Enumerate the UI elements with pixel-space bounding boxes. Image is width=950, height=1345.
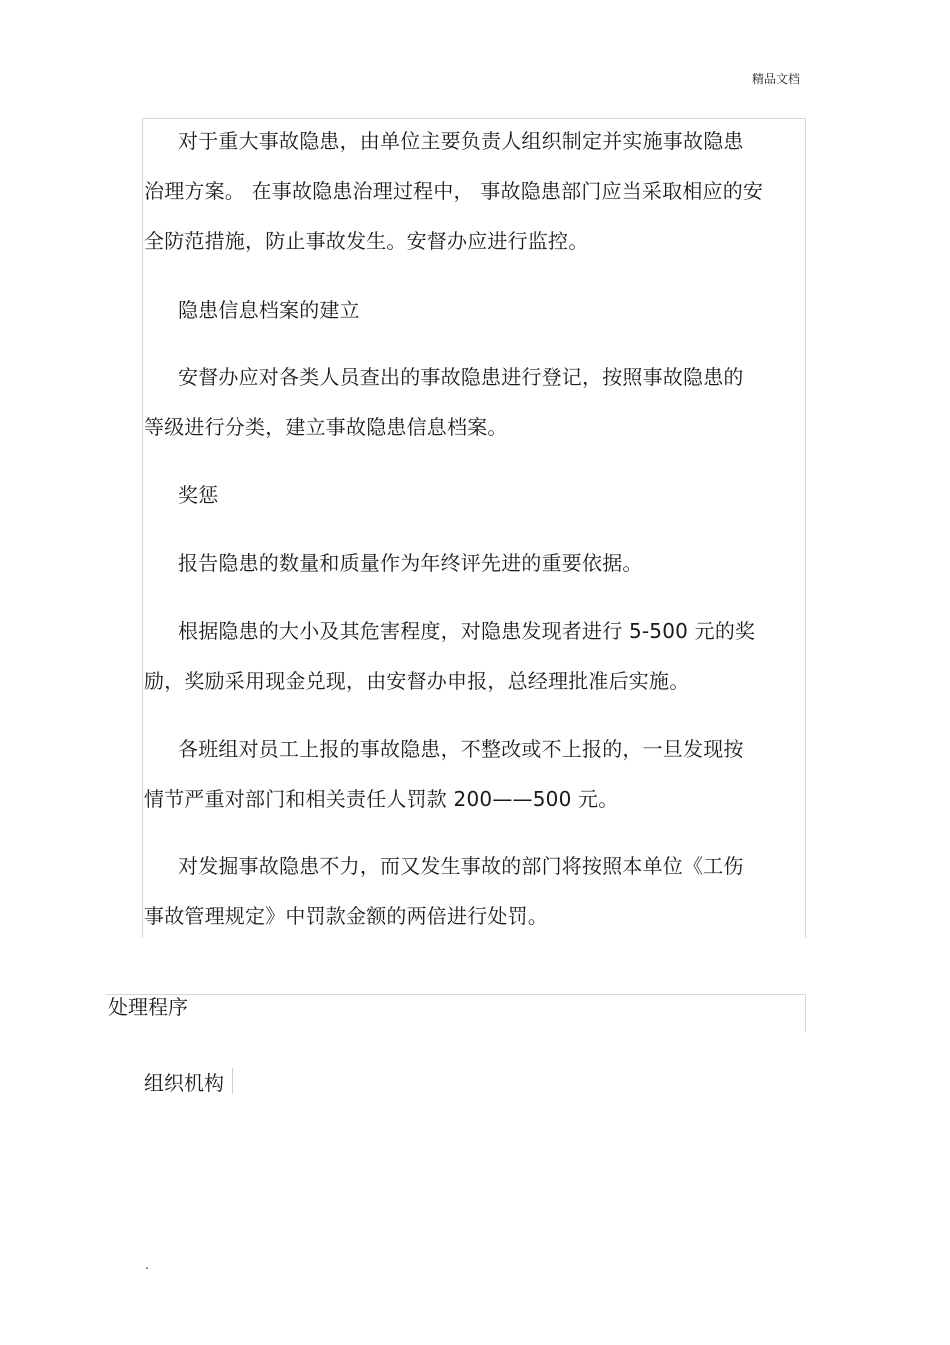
paragraph-line: 励，奖励采用现金兑现，由安督办申报，总经理批准后实施。: [144, 669, 690, 693]
subsection-title: 组织机构: [144, 1071, 224, 1095]
paragraph-line: 等级进行分类，建立事故隐患信息档案。: [144, 415, 508, 439]
paragraph-line: 对发掘事故隐患不力，而又发生事故的部门将按照本单位《工伤: [178, 854, 744, 878]
paragraph-line: 根据隐患的大小及其危害程度，对隐患发现者进行 5-500 元的奖: [178, 619, 756, 643]
section-title: 处理程序: [108, 995, 188, 1019]
heading-reward-penalty: 奖惩: [178, 483, 219, 507]
footer-mark: .: [145, 1258, 149, 1272]
paragraph-line: 事故管理规定》中罚款金额的两倍进行处罚。: [144, 904, 548, 928]
section-frame: [106, 994, 806, 1032]
paragraph-line: 报告隐患的数量和质量作为年终评先进的重要依据。: [178, 551, 643, 575]
paragraph-line: 情节严重对部门和相关责任人罚款 200——500 元。: [144, 787, 619, 811]
paragraph-line: 治理方案。 在事故隐患治理过程中， 事故隐患部门应当采取相应的安: [144, 179, 764, 203]
text-cursor-bar: [232, 1068, 233, 1094]
heading-hazard-archive: 隐患信息档案的建立: [178, 298, 360, 322]
paragraph-line: 对于重大事故隐患，由单位主要负责人组织制定并实施事故隐患: [178, 129, 744, 153]
paragraph-line: 各班组对员工上报的事故隐患，不整改或不上报的，一旦发现按: [178, 737, 744, 761]
paragraph-line: 安督办应对各类人员查出的事故隐患进行登记，按照事故隐患的: [178, 365, 744, 389]
header-note: 精品文档: [752, 72, 801, 86]
paragraph-line: 全防范措施，防止事故发生。安督办应进行监控。: [144, 229, 589, 253]
